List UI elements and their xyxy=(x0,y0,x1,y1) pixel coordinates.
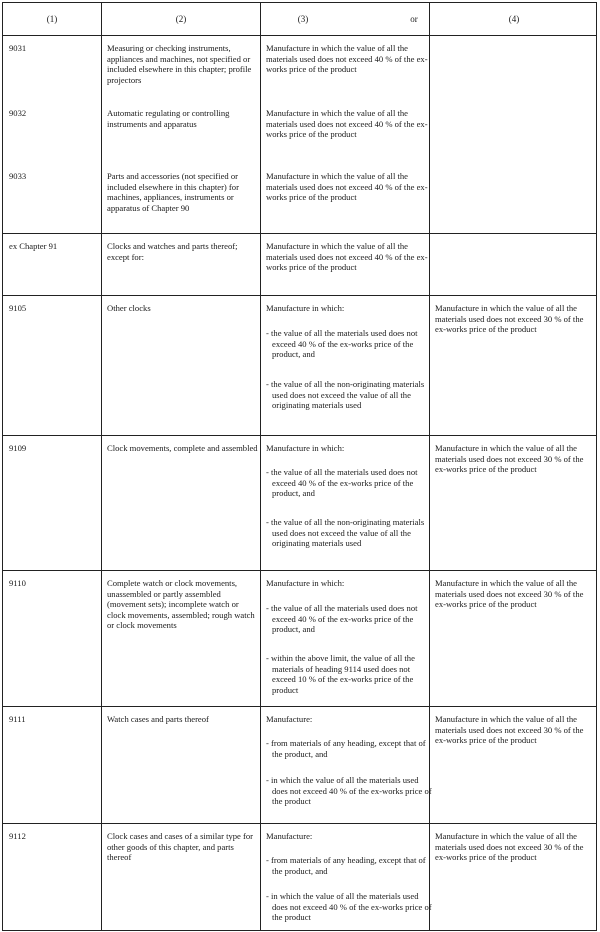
heading-code: 9110 xyxy=(9,578,26,588)
header-col-4: (4) xyxy=(508,14,520,24)
heading-code: 9032 xyxy=(9,108,27,118)
column-divider-1 xyxy=(101,3,102,930)
rules-of-origin-table xyxy=(2,2,597,931)
product-description: Watch cases and parts thereof xyxy=(107,714,209,724)
product-description: Clocks and watches and parts thereof; except for: xyxy=(107,241,238,262)
heading-code: 9111 xyxy=(9,714,26,724)
rule-col3: Manufacture in which the value of all the materials used does not exceed 40 % of the ex-works price of the product xyxy=(266,241,428,273)
rule-col3-item: - the value of all the non-originating materials used does not exceed the value of all the originating materials used xyxy=(266,379,425,411)
heading-code: 9109 xyxy=(9,443,27,453)
product-description: Parts and accessories (not specified or included elsewhere in this chapter) for machines, appliances, instruments or apparatus of Chapter 90 xyxy=(107,171,239,213)
rule-col3-item: - the value of all the materials used does not exceed 40 % of the ex-works price of the product, and xyxy=(266,328,418,360)
rule-col3-item: - the value of all the materials used does not exceed 40 % of the ex-works price of the product, and xyxy=(266,603,418,635)
heading-code: ex Chapter 91 xyxy=(9,241,58,251)
row-separator-chapter xyxy=(3,233,596,234)
heading-code: 9112 xyxy=(9,831,26,841)
rule-col3-item: - the value of all the materials used does not exceed 40 % of the ex-works price of the product, and xyxy=(266,467,418,499)
rule-col3: Manufacture in which the value of all the materials used does not exceed 40 % of the ex-works price of the product xyxy=(266,43,428,75)
row-separator xyxy=(3,295,596,296)
rule-col4: Manufacture in which the value of all the materials used does not exceed 30 % of the ex-works price of the product xyxy=(435,443,584,475)
header-col-2: (2) xyxy=(175,14,187,24)
product-description: Complete watch or clock movements, unassembled or partly assembled (movement sets); incomplete watch or clock movements, assembled; rough watch or clock movements xyxy=(107,578,255,631)
product-description: Clock cases and cases of a similar type for other goods of this chapter, and parts thereof xyxy=(107,831,254,863)
rule-col3-intro: Manufacture: xyxy=(266,831,313,841)
row-separator xyxy=(3,570,596,571)
rule-col3-item: - from materials of any heading, except that of the product, and xyxy=(266,738,426,759)
rule-col3-item: - in which the value of all the materials used does not exceed 40 % of the ex-works price of the product xyxy=(266,891,432,923)
heading-code: 9105 xyxy=(9,303,27,313)
heading-code: 9031 xyxy=(9,43,27,53)
rule-col4: Manufacture in which the value of all the materials used does not exceed 30 % of the ex-works price of the product xyxy=(435,831,584,863)
rule-col3-intro: Manufacture in which: xyxy=(266,303,345,313)
header-col-1: (1) xyxy=(46,14,58,24)
row-separator xyxy=(3,706,596,707)
product-description: Measuring or checking instruments, appliances and machines, not specified or included elsewhere in this chapter; profile projectors xyxy=(107,43,252,85)
rule-col3-item: - the value of all the non-originating materials used does not exceed the value of all the originating materials used xyxy=(266,517,425,549)
product-description: Clock movements, complete and assembled xyxy=(107,443,258,453)
product-description: Other clocks xyxy=(107,303,151,313)
rule-col3-item: - in which the value of all the materials used does not exceed 40 % of the ex-works price of the product xyxy=(266,775,432,807)
column-divider-2 xyxy=(260,3,261,930)
row-separator xyxy=(3,435,596,436)
rule-col3-intro: Manufacture in which: xyxy=(266,578,345,588)
rule-col3-intro: Manufacture: xyxy=(266,714,313,724)
rule-col3: Manufacture in which the value of all the materials used does not exceed 40 % of the ex-works price of the product xyxy=(266,108,428,140)
row-separator xyxy=(3,823,596,824)
table-header xyxy=(3,3,596,36)
header-col-3: (3) xyxy=(297,14,309,24)
product-description: Automatic regulating or controlling instruments and apparatus xyxy=(107,108,230,129)
rule-col3-item: - within the above limit, the value of all the materials of heading 9114 used does not exceed 10 % of the ex-works price of the product xyxy=(266,653,415,695)
rule-col4: Manufacture in which the value of all the materials used does not exceed 30 % of the ex-works price of the product xyxy=(435,714,584,746)
header-or: or xyxy=(410,14,418,24)
rule-col3: Manufacture in which the value of all the materials used does not exceed 40 % of the ex-works price of the product xyxy=(266,171,428,203)
rule-col4: Manufacture in which the value of all the materials used does not exceed 30 % of the ex-works price of the product xyxy=(435,303,584,335)
rule-col3-item: - from materials of any heading, except that of the product, and xyxy=(266,855,426,876)
rule-col3-intro: Manufacture in which: xyxy=(266,443,345,453)
rule-col4: Manufacture in which the value of all the materials used does not exceed 30 % of the ex-works price of the product xyxy=(435,578,584,610)
heading-code: 9033 xyxy=(9,171,27,181)
